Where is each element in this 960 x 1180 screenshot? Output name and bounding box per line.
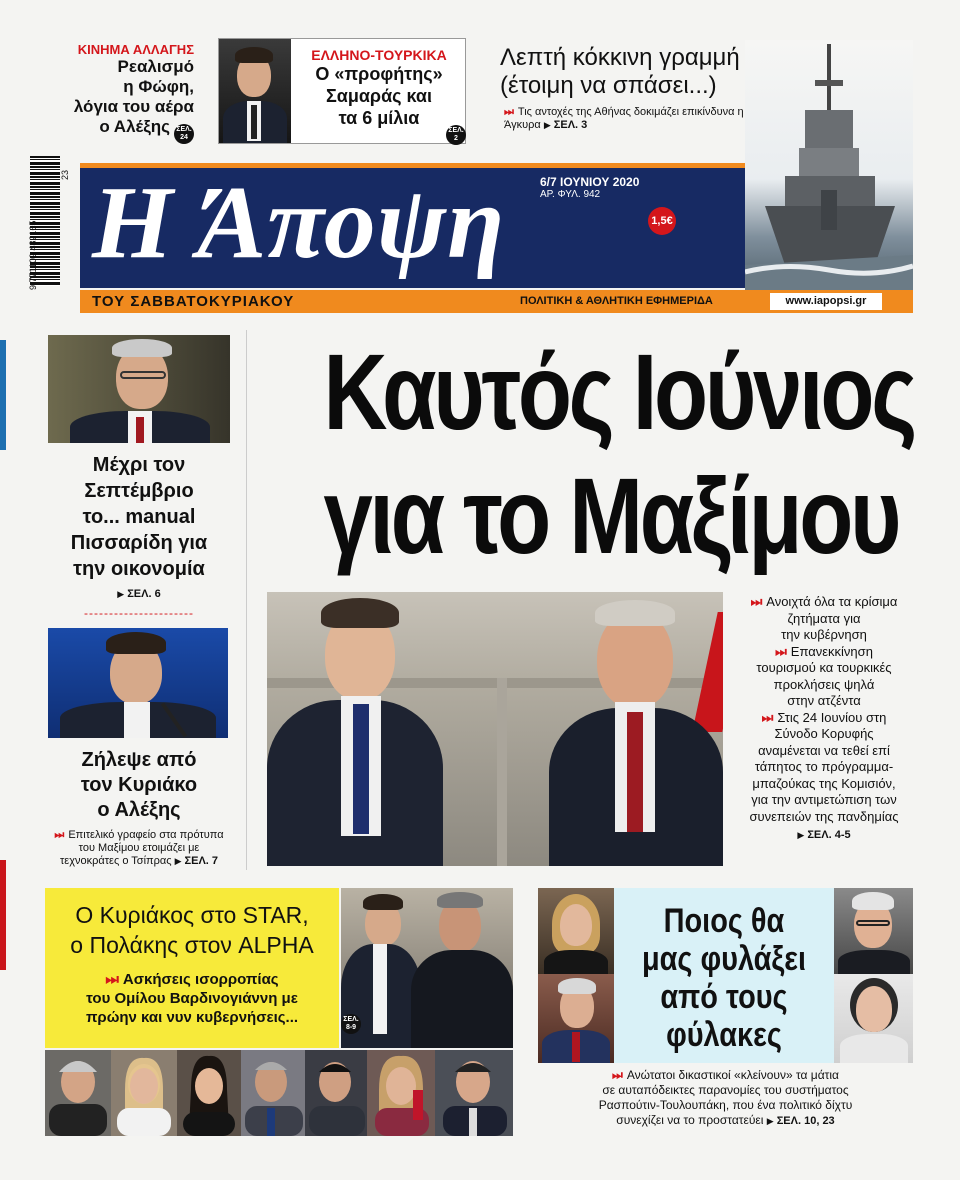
samaras-photo — [219, 39, 291, 143]
masthead-barcode-area — [30, 150, 68, 290]
bullet-line: τάπητος το πρόγραμμα- — [754, 759, 894, 774]
tsipras-line: Ζήλεψε από — [81, 749, 197, 771]
headline-line-2: για το Μαξίμου — [323, 455, 899, 576]
greekturkish-line: Ο «προφήτης» — [315, 64, 443, 84]
star-alpha-teaser[interactable] — [45, 888, 513, 1136]
redline-title: Λεπτή κόκκινη γραμμή — [500, 44, 740, 71]
badge-label: ΣΕΛ. — [343, 1016, 359, 1023]
triangle-pointer-icon: ▶ — [117, 589, 125, 599]
kinal-line: η Φώφη, — [123, 77, 194, 96]
masthead-date: 6/7 ΙΟΥΝΙΟΥ 2020 — [540, 175, 640, 189]
edge-mark-blue — [0, 340, 6, 450]
star-line-1: Ο Κυριάκος στο STAR, — [75, 902, 309, 928]
guards-line: μας φυλάξει — [641, 940, 807, 978]
sel-text: ΣΕΛ. 3 — [553, 119, 588, 131]
kinal-page-badge — [174, 124, 194, 144]
guards-body-line: συνεχίζει να το προστατεύει — [616, 1113, 764, 1127]
greekturkish-line: Σαμαράς και — [325, 86, 432, 106]
guards-body — [538, 1068, 913, 1129]
headline-line-1: Καυτός Ιούνιος — [323, 331, 915, 452]
triangle-pointer-icon: ▶ — [174, 856, 182, 866]
tsipras-page-ref[interactable] — [175, 855, 218, 867]
badge-number: 2 — [454, 135, 458, 142]
greekturkish-line: τα 6 μίλια — [338, 108, 420, 128]
tsipras-photo — [48, 628, 228, 738]
judge-photo-2 — [538, 974, 614, 1063]
pissarides-photo — [48, 335, 230, 443]
star-alpha-photo — [341, 888, 513, 1048]
masthead-title: Η Άποψη — [92, 165, 506, 280]
bullet-line: στην ατζέντα — [787, 693, 861, 708]
judge-photo-4 — [834, 974, 913, 1063]
lead-bullet — [735, 644, 913, 710]
pissarides-line: Σεπτέμβριο — [84, 480, 194, 502]
star-page-badge — [341, 1014, 361, 1034]
barcode-top-number: 23 — [60, 169, 70, 180]
mitsotakis-erdogan-photo — [267, 592, 723, 866]
column-rule — [246, 330, 247, 870]
pissarides-line: την οικονομία — [73, 558, 205, 580]
bullet-line: Επανεκκίνηση — [790, 643, 873, 659]
guards-page-ref[interactable] — [767, 1115, 835, 1127]
bullet-line: Στις 24 Ιουνίου στη — [777, 709, 887, 725]
kinal-teaser[interactable] — [44, 42, 194, 147]
guards-body-line: Ρασπούτιν-Τουλουπάκη, που ένα πολιτικό δίχτυ — [598, 1098, 853, 1112]
kinal-line: Ρεαλισμό — [117, 57, 194, 76]
sel-text: ΣΕΛ. 7 — [184, 855, 219, 867]
masthead — [80, 163, 913, 293]
double-arrow-icon: ⏭ — [750, 594, 763, 609]
greekturkish-teaser[interactable] — [218, 38, 466, 144]
section-divider: ---------------------- — [84, 606, 194, 620]
bullet-line: Ανοιχτά όλα τα κρίσιμα — [766, 594, 898, 609]
bullet-line: μπαζούκας της Κομισιόν, — [752, 775, 896, 791]
redline-body: Τις αντοχές της Αθήνας δοκιμάζει επικίνδυνα η Άγκυρα — [504, 106, 744, 131]
star-sub-line: του Ομίλου Βαρδινογιάννη με — [86, 990, 298, 1007]
double-arrow-icon: ⏭ — [775, 643, 787, 659]
double-arrow-icon: ⏭ — [105, 971, 119, 988]
tsipras-body: του Μαξίμου ετοιμάζει με — [78, 842, 200, 854]
bullet-line: αναμένεται να τεθεί επί — [758, 742, 890, 758]
bullet-line: προκλήσεις ψηλά — [773, 676, 875, 692]
main-headline[interactable] — [265, 330, 915, 578]
pissarides-teaser[interactable] — [48, 452, 230, 620]
triangle-pointer-icon: ▶ — [797, 830, 805, 840]
lead-page-ref[interactable] — [735, 827, 913, 844]
pissarides-line: το... manual — [82, 506, 196, 528]
badge-label: ΣΕΛ. — [448, 127, 464, 134]
bullet-line: την κυβέρνηση — [781, 627, 867, 642]
kinal-kicker: ΚΙΝΗΜΑ ΑΛΛΑΓΗΣ — [77, 42, 194, 57]
double-arrow-icon: ⏭ — [504, 106, 514, 118]
bullet-line: ζητήματα για — [787, 610, 861, 626]
guards-body-line: Ανώτατοι δικαστικοί «κλείνουν» τα μάτια — [626, 1068, 839, 1082]
price-badge: 1,5€ — [648, 207, 676, 235]
triangle-pointer-icon: ▶ — [543, 120, 551, 130]
bullet-line: συνεπειών της πανδημίας — [749, 808, 899, 824]
website-link[interactable]: www.iapopsi.gr — [770, 293, 882, 310]
masthead-issue: ΑΡ. ΦΥΛ. 942 — [540, 189, 601, 200]
politicians-strip-photo — [45, 1050, 513, 1136]
redline-teaser[interactable] — [500, 44, 775, 132]
triangle-pointer-icon: ▶ — [766, 1116, 774, 1126]
guards-teaser[interactable] — [538, 888, 913, 1063]
pissarides-line: Πισσαρίδη για — [70, 532, 208, 554]
masthead-strip-left: ΤΟΥ ΣΑΒΒΑΤΟΚΥΡΙΑΚΟΥ — [92, 293, 295, 310]
tsipras-line: ο Αλέξης — [97, 799, 181, 821]
tsipras-teaser[interactable] — [44, 748, 234, 868]
badge-number: 24 — [180, 134, 188, 141]
double-arrow-icon: ⏭ — [761, 709, 774, 725]
edge-mark-red — [0, 860, 6, 970]
star-line-2: ο Πολάκης στον ALPHA — [70, 932, 314, 958]
double-arrow-icon: ⏭ — [612, 1068, 623, 1082]
guards-line: από τους — [660, 978, 788, 1016]
greekturkish-page-badge — [446, 125, 466, 145]
judge-photo-1 — [538, 888, 614, 974]
redline-subtitle: (έτοιμη να σπάσει...) — [500, 72, 717, 99]
badge-label: ΣΕΛ. — [176, 126, 192, 133]
kinal-line: ο Αλέξης — [99, 117, 170, 136]
pissarides-page-ref[interactable] — [48, 588, 230, 600]
double-arrow-icon: ⏭ — [54, 829, 65, 841]
sel-text: ΣΕΛ. 4-5 — [807, 829, 851, 841]
sel-text: ΣΕΛ. 6 — [127, 588, 161, 600]
tsipras-body: τεχνοκράτες ο Τσίπρας — [59, 855, 172, 867]
redline-page-ref[interactable] — [544, 119, 587, 131]
bullet-line: τουρισμού κα τουρκικές — [756, 660, 892, 675]
bullet-line: για την αντιμετώπιση των — [751, 792, 897, 807]
guards-line: φύλακες — [666, 1016, 782, 1054]
masthead-strip-right: ΠΟΛΙΤΙΚΗ & ΑΘΛΗΤΙΚΗ ΕΦΗΜΕΡΙΔΑ — [520, 295, 713, 307]
badge-number: 8-9 — [345, 1024, 357, 1031]
tsipras-body: Επιτελικό γραφείο στα πρότυπα — [68, 829, 224, 841]
barcode-number: 9 771109 482165 — [28, 220, 38, 290]
star-sub-line: Ασκήσεις ισορροπίας — [122, 971, 279, 988]
pissarides-line: Μέχρι τον — [92, 454, 186, 476]
lead-bullets — [735, 594, 913, 844]
star-sub-line: πρώην και νυν κυβερνήσεις... — [85, 1009, 299, 1026]
judge-photo-3 — [834, 888, 913, 974]
greekturkish-kicker: ΕΛΛΗΝΟ-ΤΟΥΡΚΙΚΑ — [311, 47, 447, 63]
sel-text: ΣΕΛ. 10, 23 — [776, 1115, 835, 1127]
guards-line: Ποιος θα — [663, 902, 785, 940]
lead-bullet — [735, 710, 913, 826]
kinal-line: λόγια του αέρα — [73, 97, 194, 116]
bullet-line: Σύνοδο Κορυφής — [774, 726, 874, 741]
portraits-drawing — [45, 1050, 513, 1136]
tsipras-line: τον Κυριάκο — [80, 774, 198, 796]
guards-body-line: σε αυταπόδεικτες παρανομίες του συστήματος — [602, 1083, 849, 1097]
lead-bullet — [735, 594, 913, 644]
masthead-strip — [80, 290, 913, 313]
